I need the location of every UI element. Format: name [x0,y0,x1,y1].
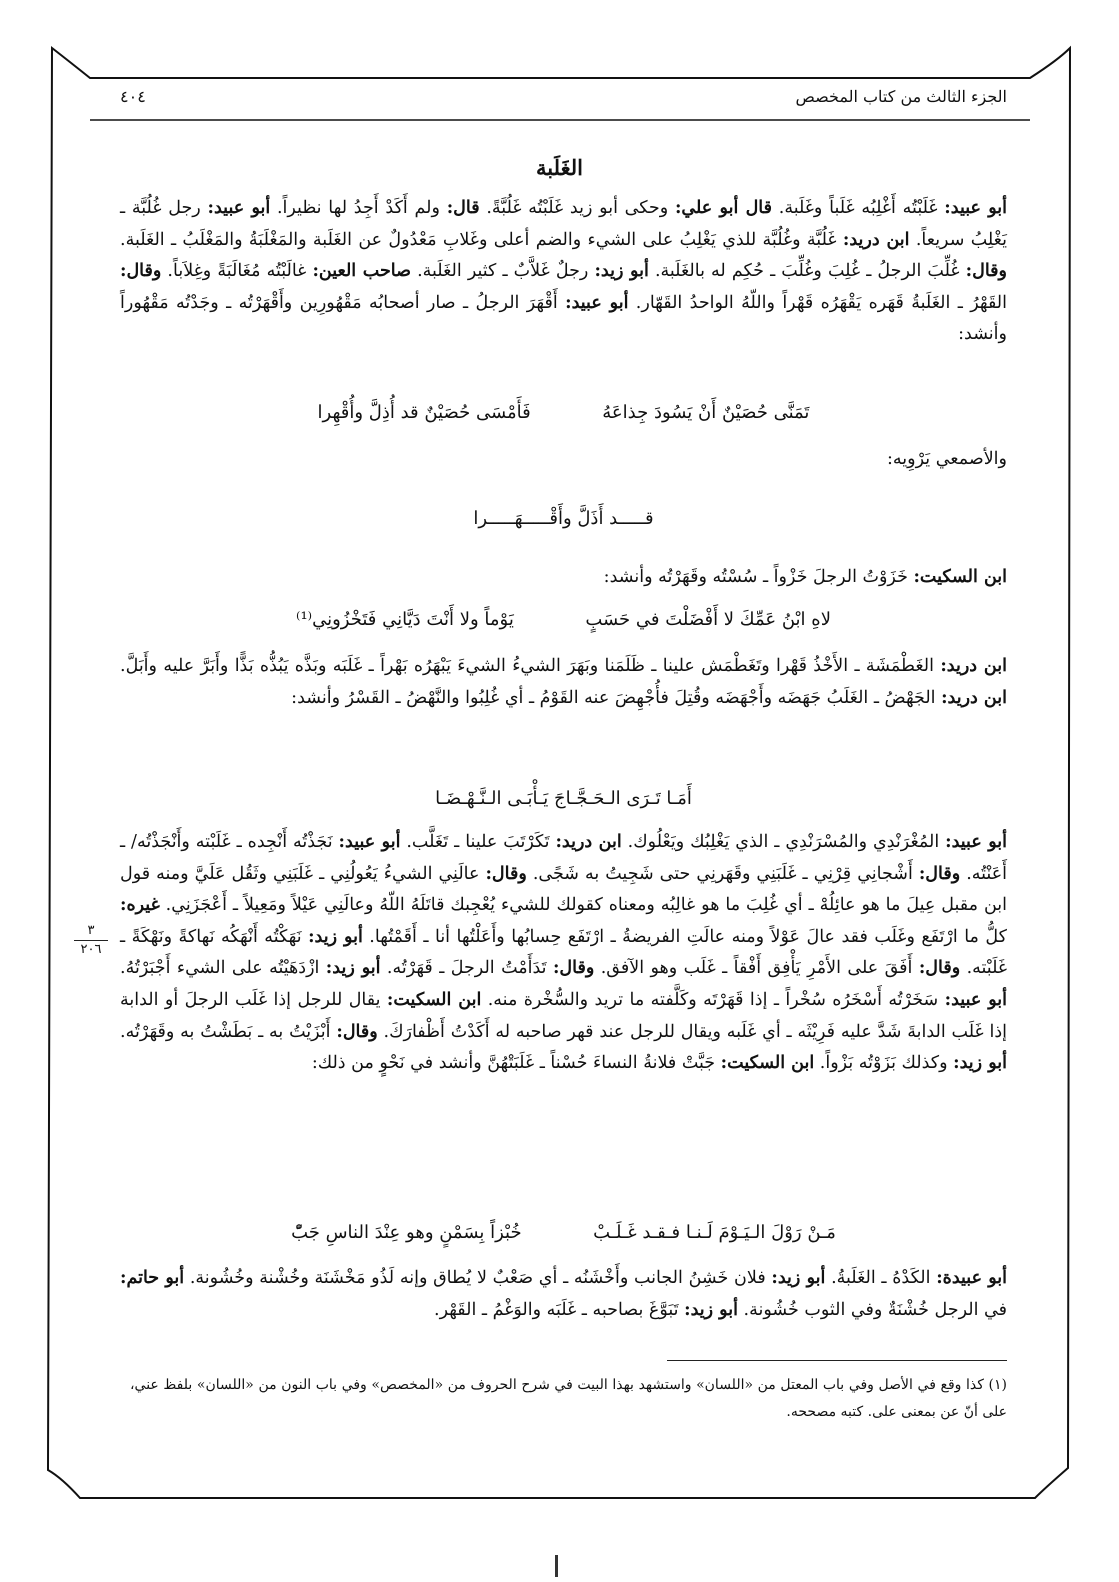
running-title: الجزء الثالث من كتاب المخصص [795,87,1007,106]
paragraph-text: أَبْزَيْتُ به ـ بَطَشْتُ به وقَهَرْتُه. [120,1021,337,1042]
speaker-label: أبو عبيد: [945,832,1008,852]
verse-5-first-hemistich: مَـنْ رَوْلَ الـيَـوْمَ لَـنـا فـقـد غَـلَـبْ [593,1222,836,1243]
paragraph-text: أَفَقَ على الأَمْرِ يَأْفِق أَفْقاً ـ غَلَب وهو الآفق. [594,958,919,979]
speaker-label: أبو زيد: [325,958,381,979]
paragraph-text: غالَبْتُه مُغَالَبَةً وغِلاَباً. [161,261,313,282]
paragraph-text: تَدَأَمْتُ الرجلَ ـ قَهَرْتُه. [380,958,553,979]
paragraph-text: في الرجل خُشْنَةٌ وفي الثوب خُشُونة. [737,1299,1007,1320]
speaker-label: صاحب العين: [312,261,411,282]
speaker-label: أبو عبيد: [944,989,1008,1010]
verse-4 [120,788,1007,809]
speaker-label: ابن دريد: [842,229,910,250]
speaker-label: وقال: [918,863,961,884]
paragraph-text: خَزَوْتُ الرجلَ خَزْواً ـ سُسْتُه وقَهَرْتُه وأنشد: [603,567,914,587]
speaker-label: ابن دريد: [940,656,1007,676]
paragraph-text: القَهْرُ ـ الغَلَبةُ قَهَره يَقْهَرُه قَهْراً واللّهُ الواحدُ القَهّار. [628,292,1007,313]
speaker-label: أبو زيد: [594,261,649,282]
speaker-label: أبو زيد: [771,1268,826,1288]
paragraph-text: الجَهْضُ ـ الغَلَبُ جَهَضَه وأَجْهَضَه وقُتِلَ فأُجْهِضَ عنه القَوْمُ ـ أي غُلِبُوا والنَّهْضُ ـ القَسْرُ وأنشد: [291,687,942,708]
paragraph-text: رجلٌ غَلاَّبٌ ـ كثير الغَلَبة. [410,261,595,282]
paragraph-text: الكَدْهُ ـ الغَلَبةُ. [825,1268,937,1288]
paragraph-text: غَلَبْتُه أَغْلِبُه غَلَباً وغَلَبة. [772,198,945,218]
speaker-label: أبو زيد: [684,1299,738,1320]
speaker-label: ابن السكيت: [386,989,482,1010]
speaker-label: أبو زيد: [953,1053,1007,1074]
speaker-label: أبو زيد: [308,926,363,947]
paragraph-text: أَشْجانِي قِرْنِي ـ غَلَبَنِي وقَهَرنِي حتى شَجِيتُ به شَجًى. [526,863,919,884]
speaker-label: قال أبو علي: [674,198,772,218]
bottom-mark [555,1555,558,1577]
paragraph-text: وحكى أبو زيد غَلَبْتُه غَلُبَّةً. [479,198,675,218]
speaker-label: أبو عبيد: [207,198,271,218]
speaker-label: وقال: [552,958,595,979]
margin-page-reference [74,924,108,957]
paragraph-text: وكذلك بَزَوْتُه بَزْواً. [814,1053,954,1074]
margin-ref-top: ٣ [87,923,95,938]
paragraph-text: أَقْهَرَ الرجلُ ـ صار أصحابُه مَقْهُورِين وأَقْهَرْتُه ـ وجَدْتُه مَقْهُوراً وأنشد: [120,292,1007,345]
speaker-label: وقال: [918,958,961,979]
verse-1 [120,402,1007,423]
paragraph-1 [120,193,1007,351]
speaker-label: وقال: [120,261,162,282]
speaker-label: ابن دريد: [941,687,1007,708]
footnote-rule [667,1360,1007,1361]
speaker-label: ابن السكيت: [720,1053,815,1074]
paragraph-text: الغَطْمَشَة ـ الأَخْذُ قَهْرا وتَغَطْمَش علينا ـ ظَلَمَنا وبَهَرَ الشيءُ الشيءَ يَبْهَرُه بَهْراً ـ غَلَبَه وبَذَّه يَبُذُّه بَذًّا وأَبَرَّ عليه وأَبَلَّ. [120,656,941,676]
speaker-label: أبو حاتم: [120,1268,185,1288]
verse-3-first-hemistich: لاهِ ابْنُ عَمِّكَ لا أَفْضَلْتَ في حَسَبٍ [585,609,831,630]
margin-ref-divider [74,940,108,941]
paragraph-2 [120,444,1007,476]
paragraph-4 [120,651,1007,714]
margin-ref-bottom: ٢٠٦ [80,942,102,957]
speaker-label: أبو عبيدة: [936,1268,1008,1288]
speaker-label: وقال: [965,261,1007,282]
speaker-label: أبو عبيد: [944,198,1007,218]
running-header [120,87,1007,117]
paragraph-text: المُغْرَنْدِي والمُسْرَنْدِي ـ الذي يَغْلِبُك ويَعْلُوك. [621,832,946,852]
paragraph-text: ولم أَكَدْ أَجِدُ لها نظيراً. [270,198,447,218]
paragraph-text: تَبَوَّغَ بصاحبه ـ غَلَبَه والوَغْمُ ـ القَهْر. [434,1299,685,1320]
footnote: (١) كذا وقع في الأصل وفي باب المعتل من «اللسان» واستشهد بهذا البيت في شرح الحروف من «المخصص» وفي باب النون من «اللسان» بلفظ عني، على أنّ عن بمعنى على. كتبه مصححه. [130,1377,1007,1420]
paragraph-3 [120,562,1007,594]
paragraph-text: سَخَرْتُه أَسْخَرُه سُخْراً ـ إذا قَهَرْتَه وكَلَّفته ما تريد والسُّخْرة منه. [481,989,945,1010]
verse-4-text: أَمَـا تَـرَى الـحَـجَّـاجَ يَـأْبَـى الـنَّـهْـضَـا [435,788,692,809]
paragraph-6 [120,1263,1007,1326]
paragraph-text: جَبَّتْ فلانةُ النساءَ حُسْناً ـ غَلَبَتْهُنَّ وأنشد في نَحْوٍ من ذلك: [311,1053,721,1074]
verse-2 [120,508,1007,529]
speaker-label: ابن السكيت: [913,567,1007,587]
speaker-label: ابن دريد: [555,832,622,852]
verse-5 [120,1222,1007,1243]
paragraph-text: والأصمعي يَرْوِيه: [887,449,1007,469]
verse-1-second-hemistich: فَأَمْسَى حُصَيْنٌ قد أُذِلَّ وأُقْهِرا [317,402,531,423]
paragraph-text: كلُّ ما ارْتَفَع وغَلَب فقد عالَ عَوْلاً ومنه عالَتِ الفريضةُ ـ ارْتَفَع حِسابُها وأَعَلْتُها أنا ـ أَقَمْتُها. [362,926,1007,947]
paragraph-text: فلان خَشِنُ الجانب وأَخْشَنُه ـ أي صَعْبٌ لا يُطاق وإنه لَذُو مَخْشَنَة وخُشْنة وخُشُونة. [184,1268,772,1288]
page-number: ٤٠٤ [120,87,146,106]
speaker-label: وقال: [485,863,527,884]
paragraph-5 [120,827,1007,1080]
speaker-label: قال: [446,198,480,218]
paragraph-text: غَلُبَّة وغُلُبَّة للذي يَغْلِبُ على الشيء والضم أعلى وغَلابِ مَعْدُولٌ عن الغَلَبة والمَغْلَبَةُ والمَغْلَبُ ـ الغَلَبة. [120,229,843,250]
speaker-label: وقال: [336,1021,378,1042]
speaker-label: غيره: [120,895,160,916]
paragraph-text: عالَنِي الشيءُ يَعُولُنِي ـ غَلَبَنِي وثَقُل عَلَيَّ ومنه قول ابن مقبل عِيلَ ما هو عائِلُهْ ـ أي غُلِبَ ما هو غالِبُه ومعناه كقولك للشيء يُعْجِبك قاتَلَهُ اللّهُ وعالَنِي عَيْلاً ومَعِيلاً ـ أَعْجَزَنِي. [120,863,1007,916]
paragraph-text: يقال للرجل إذا غَلَب الرجلَ أو الدابة إذا غَلَب الدابةَ شَدَّ عليه فَرِيْثَه ـ أي غَلَبه ويقال للرجل عند قهر صاحبه له أَكَدْتُ أَظْفارَكَ. [120,989,1008,1042]
paragraph-text: نَهَكْتُه أَنْهَكُه نَهاكةً ونَهْكَةً ـ غَلَبْته. [120,926,1008,979]
paragraph-text: غُلِّبَ الرجلُ ـ غُلِبَ وغُلِّبَ ـ حُكِم له بالغَلَبة. [648,261,966,282]
verse-5-second-hemistich: خُبْزاً بِسَمْنٍ وهو عِنْدَ الناسِ جَبّْ [291,1222,522,1243]
verse-3-second-hemistich: يَوْماً ولا أَنْتَ دَيَّانِي فَتَخْزُونِي⁽¹⁾ [296,609,514,630]
paragraph-text: تَكَرْتَبَ علينا ـ تَغَلَّب. [400,832,556,852]
paragraph-text: نَجَذْتُه أَنْجِده ـ غَلَبْته وأَنْجَذْتُه/ ـ أَعَنْتُه. [120,832,1008,884]
paragraph-text: ازْدَهَيْتُه على الشيء أَجْبَرْتُهُ. [120,958,326,979]
section-title: الغَلَبة [536,155,583,180]
verse-3 [120,609,1007,630]
speaker-label: أبو عبيد: [565,292,629,313]
verse-1-first-hemistich: تَمَنَّى حُصَيْنٌ أَنْ يَسُودَ جِذاعَهُ [602,402,810,423]
paragraph-text: رجل غُلُبَّة ـ يَغْلِبُ سريعاً. [120,198,1007,250]
speaker-label: أبو عبيد: [338,832,401,852]
verse-2-text: قـــــد أَذَلَّ وأَقْـــــهَـــــرا [473,508,654,529]
